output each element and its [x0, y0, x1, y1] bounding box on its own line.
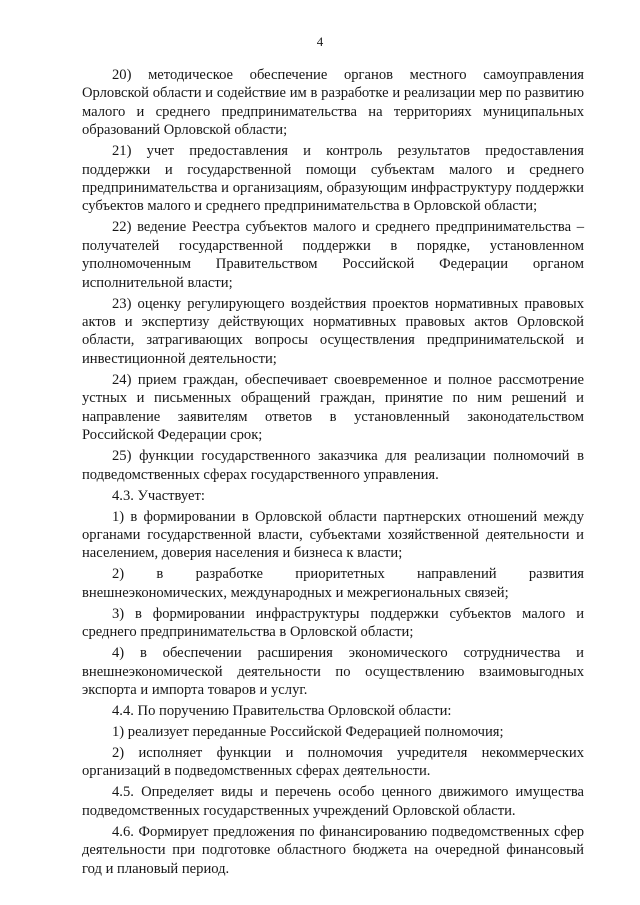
section-heading-4-3: 4.3. Участвует:: [112, 487, 205, 504]
paragraph-item-22: 22) ведение Реестра субъектов малого и среднего предпринимательства – получателей государственной поддержки в порядке, установленном уполномоченным Правительством Российской Федерации органом исполнительной власти;: [82, 219, 584, 291]
section-heading-4-4: 4.4. По поручению Правительства Орловской области:: [112, 702, 452, 719]
paragraph-4-3-item-1: 1) в формировании в Орловской области партнерских отношений между органами государственной власти, субъектами хозяйственной деятельности и населением, доверия населения и бизнеса к власти;: [82, 508, 584, 562]
section-4-6: 4.6. Формирует предложения по финансированию подведомственных сфер деятельности при подготовке областного бюджета на очередной финансовый год и плановый период.: [82, 823, 584, 877]
paragraph-item-25: 25) функции государственного заказчика для реализации полномочий в подведомственных сферах государственного управления.: [82, 448, 584, 483]
paragraph-item-24: 24) прием граждан, обеспечивает своевременное и полное рассмотрение устных и письменных обращений граждан, принятие по ним решений и направление заявителям ответов в установленный законодательством Российской Федерации срок;: [82, 371, 584, 444]
paragraph-4-3-item-3: 3) в формировании инфраструктуры поддержки субъектов малого и среднего предпринимательства в Орловской области;: [82, 605, 584, 641]
paragraph-item-21: 21) учет предоставления и контроль результатов предоставления поддержки и государственной помощи субъектам малого и среднего предпринимательства и организациям, образующим инфраструктуру поддержки субъектов малого и среднего предпринимательства в Орловской области;: [82, 143, 584, 215]
paragraph-4-4-item-1: 1) реализует переданные Российской Федерацией полномочия;: [112, 723, 504, 740]
document-body: [82, 66, 584, 881]
section-4-5: 4.5. Определяет виды и перечень особо ценного движимого имущества подведомственных государственных учреждений Орловской области.: [82, 784, 584, 819]
page-number: 4: [316, 34, 324, 49]
paragraph-item-20: 20) методическое обеспечение органов местного самоуправления Орловской области и содействие им в разработке и реализации мер по развитию малого и среднего предпринимательства на территориях муниципальных образований Орловской области;: [82, 67, 584, 139]
paragraph-4-3-item-4: 4) в обеспечении расширения экономического сотрудничества и внешнеэкономической деятельности по осуществлению взаимовыгодных экспорта и импорта товаров и услуг.: [82, 645, 584, 698]
paragraph-4-3-item-2: 2) в разработке приоритетных направлений развития внешнеэкономических, международных и межрегиональных связей;: [82, 566, 584, 601]
paragraph-item-23: 23) оценку регулирующего воздействия проектов нормативных правовых актов и экспертизу действующих нормативных правовых актов Орловской области, затрагивающих вопросы осуществления предпринимательской и инвестиционной деятельности;: [82, 295, 584, 367]
paragraph-4-4-item-2: 2) исполняет функции и полномочия учредителя некоммерческих организаций в подведомственных сферах деятельности.: [82, 744, 584, 780]
